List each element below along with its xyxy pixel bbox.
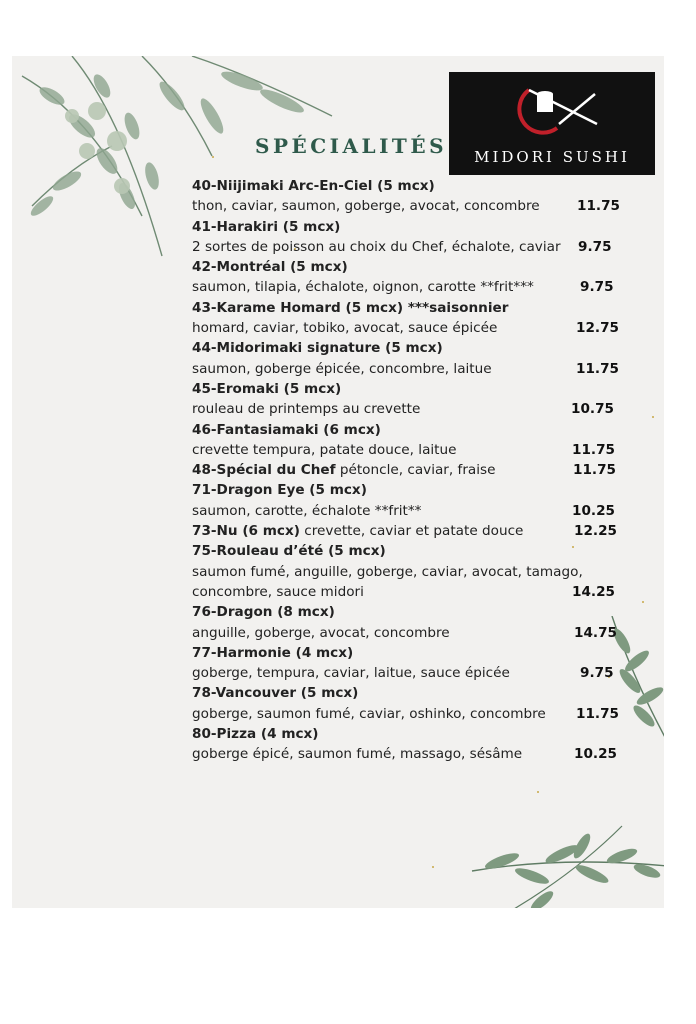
item-price: 9.75 [578, 238, 612, 255]
menu-item [192, 602, 622, 643]
item-desc: pétoncle, caviar, fraise [335, 462, 496, 479]
menu-item [192, 176, 622, 217]
item-name: 73-Nu (6 mcx) [192, 523, 300, 540]
menu-item [192, 643, 622, 684]
item-desc: anguille, goberge, avocat, concombre [192, 624, 450, 641]
item-desc: crevette tempura, patate douce, laitue [192, 441, 457, 458]
item-name: 71-Dragon Eye (5 mcx) [192, 482, 367, 499]
decorative-dot [212, 156, 214, 158]
item-price: 10.75 [571, 401, 614, 418]
item-name: 77-Harmonie (4 mcx) [192, 644, 354, 661]
item-price: 9.75 [580, 279, 614, 296]
page-title: SPÉCIALITÉS [255, 134, 448, 158]
item-name: 48-Spécial du Chef [192, 462, 336, 479]
item-name: 78-Vancouver (5 mcx) [192, 685, 359, 702]
item-price: 14.75 [574, 624, 617, 641]
item-desc: goberge épicé, saumon fumé, massago, sésâme [192, 746, 523, 763]
item-price: 11.75 [576, 705, 619, 722]
menu-item [192, 420, 622, 461]
item-desc: saumon, carotte, échalote **frit** [192, 502, 422, 519]
decorative-dot [652, 416, 654, 418]
foliage-decoration-icon [462, 816, 664, 908]
menu-list [192, 176, 622, 765]
item-price: 11.75 [573, 462, 616, 479]
item-price: 12.75 [576, 320, 619, 337]
item-desc: saumon, tilapia, échalote, oignon, carotte **frit*** [192, 279, 534, 296]
item-desc: crevette, caviar et patate douce [299, 523, 524, 540]
item-desc: concombre, sauce midori [192, 583, 364, 600]
item-desc: thon, caviar, saumon, goberge, avocat, concombre [192, 198, 540, 215]
menu-item [192, 338, 622, 379]
item-price: 14.25 [572, 583, 615, 600]
logo-text: MIDORI SUSHI [474, 148, 630, 166]
item-desc: goberge, saumon fumé, caviar, oshinko, concombre [192, 705, 546, 722]
menu-item [192, 541, 622, 602]
item-price: 9.75 [580, 665, 614, 682]
item-desc: saumon, goberge épicée, concombre, laitue [192, 360, 492, 377]
item-desc: goberge, tempura, caviar, laitue, sauce épicée [192, 665, 510, 682]
item-price: 11.75 [577, 198, 620, 215]
item-name: 40-Niijimaki Arc-En-Ciel (5 mcx) [192, 178, 435, 194]
sushi-chopsticks-icon [509, 80, 599, 140]
item-name: 42-Montréal (5 mcx) [192, 259, 348, 276]
item-name: 43-Karame Homard (5 mcx) ***saisonnier [192, 299, 509, 316]
item-desc: 2 sortes de poisson au choix du Chef, échalote, caviar [192, 238, 561, 255]
menu-item [192, 257, 622, 298]
decorative-dot [642, 601, 644, 603]
item-price: 11.75 [572, 441, 615, 458]
logo [449, 72, 655, 175]
item-name: 76-Dragon (8 mcx) [192, 604, 335, 621]
menu-item [192, 460, 622, 480]
item-price: 12.25 [574, 523, 617, 540]
item-price: 11.75 [576, 360, 619, 377]
item-name: 45-Eromaki (5 mcx) [192, 380, 342, 397]
menu-item [192, 480, 622, 521]
menu-item [192, 521, 622, 541]
item-name: 75-Rouleau d’été (5 mcx) [192, 543, 386, 560]
item-desc: homard, caviar, tobiko, avocat, sauce épicée [192, 320, 498, 337]
decorative-dot [432, 866, 434, 868]
item-price: 10.25 [572, 502, 615, 519]
menu-item [192, 298, 622, 339]
decorative-dot [537, 791, 539, 793]
item-desc: saumon fumé, anguille, goberge, caviar, avocat, tamago, [192, 563, 583, 580]
item-price: 10.25 [574, 746, 617, 763]
menu-item [192, 379, 622, 420]
item-name: 46-Fantasiamaki (6 mcx) [192, 421, 381, 438]
item-desc: rouleau de printemps au crevette [192, 401, 421, 418]
menu-item [192, 683, 622, 724]
item-name: 41-Harakiri (5 mcx) [192, 218, 341, 235]
item-name: 44-Midorimaki signature (5 mcx) [192, 340, 443, 357]
menu-item [192, 217, 622, 258]
item-name: 80-Pizza (4 mcx) [192, 726, 319, 743]
menu-page [12, 56, 664, 908]
menu-item [192, 724, 622, 765]
